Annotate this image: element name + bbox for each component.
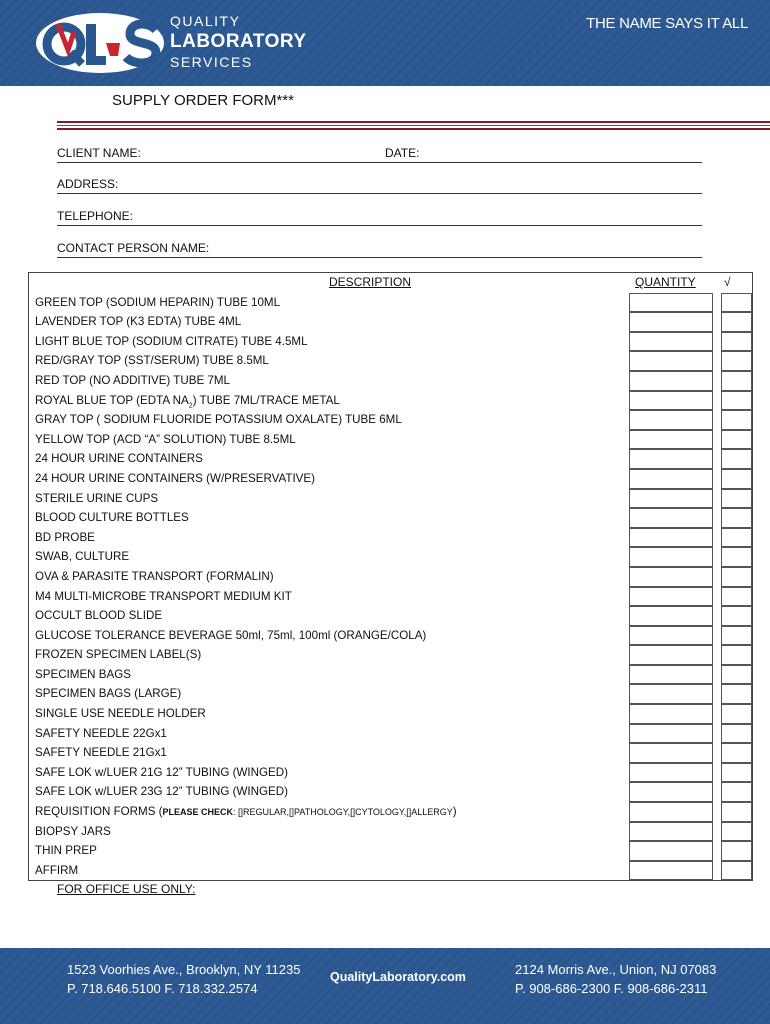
item-label: RED TOP (NO ADDITIVE) TUBE 7ML: [35, 373, 230, 387]
brand-name: [170, 14, 307, 69]
item-description: [35, 746, 167, 759]
check-cell[interactable]: [721, 841, 752, 861]
check-cell[interactable]: [721, 665, 752, 685]
quantity-cell[interactable]: [629, 312, 713, 332]
quantity-cell[interactable]: [629, 391, 713, 411]
table-row: [29, 782, 752, 802]
check-cell[interactable]: [721, 489, 752, 509]
item-label: 24 HOUR URINE CONTAINERS: [35, 452, 203, 466]
table-row: [29, 763, 752, 783]
table-row: [29, 606, 752, 626]
table-row: [29, 469, 752, 489]
divider-line: [57, 121, 770, 123]
check-cell[interactable]: [721, 351, 752, 371]
header-band: [0, 0, 770, 86]
address-label: ADDRESS:: [57, 177, 119, 191]
table-row: [29, 351, 752, 371]
item-label: SAFE LOK w/LUER 23G 12” TUBING (WINGED): [35, 785, 288, 799]
union-street: 2124 Morris Ave., Union, NJ 07083: [515, 962, 717, 977]
item-label: STERILE URINE CUPS: [35, 491, 159, 505]
item-description: [35, 296, 280, 309]
item-label: SINGLE USE NEEDLE HOLDER: [35, 707, 206, 721]
check-cell[interactable]: [721, 430, 752, 450]
check-cell[interactable]: [721, 312, 752, 332]
table-row: [29, 587, 752, 607]
item-description: [35, 354, 269, 367]
item-label: FROZEN SPECIMEN LABEL(S): [35, 648, 202, 662]
brooklyn-address: [67, 960, 300, 998]
item-description: [35, 472, 315, 485]
check-cell[interactable]: [721, 547, 752, 567]
quantity-cell[interactable]: [629, 528, 713, 548]
item-label: BIOPSY JARS: [35, 824, 111, 838]
check-cell[interactable]: [721, 782, 752, 802]
item-label: SWAB, CULTURE: [35, 550, 130, 564]
item-label: AFFIRM: [35, 863, 79, 877]
table-row: [29, 449, 752, 469]
check-cell[interactable]: [721, 371, 752, 391]
quantity-cell[interactable]: [629, 332, 713, 352]
item-description: [35, 590, 292, 603]
item-description: [35, 825, 111, 838]
office-use-label: FOR OFFICE USE ONLY:: [57, 882, 196, 896]
item-label: ROYAL BLUE TOP (EDTA NA: [35, 393, 189, 407]
divider-line: [57, 125, 770, 126]
table-row: [29, 626, 752, 646]
brand-line-services: SERVICES: [170, 54, 253, 70]
item-label: LAVENDER TOP (K3 EDTA) TUBE 4ML: [35, 315, 242, 329]
website-link[interactable]: QualityLaboratory.com: [330, 970, 466, 984]
check-cell[interactable]: [721, 508, 752, 528]
contact-person-label: CONTACT PERSON NAME:: [57, 241, 210, 255]
table-row: [29, 822, 752, 842]
item-description: [35, 844, 97, 857]
table-row: [29, 704, 752, 724]
check-cell[interactable]: [721, 469, 752, 489]
form-title: SUPPLY ORDER FORM***: [112, 92, 294, 109]
item-label: OVA & PARASITE TRANSPORT (FORMALIN): [35, 569, 274, 583]
footer-band: [0, 948, 770, 1024]
table-row: [29, 861, 752, 881]
client-name-field[interactable]: [57, 146, 702, 163]
table-row: [29, 332, 752, 352]
quantity-cell[interactable]: [629, 489, 713, 509]
item-description: [35, 648, 201, 661]
item-label-rest: ) TUBE 7ML/TRACE METAL: [192, 393, 340, 407]
address-field[interactable]: [57, 177, 702, 194]
item-label: 24 HOUR URINE CONTAINERS (W/PRESERVATIVE): [35, 471, 316, 485]
quantity-cell[interactable]: [629, 684, 713, 704]
quantity-header: QUANTITY: [635, 275, 696, 289]
check-cell[interactable]: [721, 587, 752, 607]
item-description: [35, 864, 78, 877]
quantity-cell[interactable]: [629, 587, 713, 607]
table-row: [29, 371, 752, 391]
item-description: [35, 570, 274, 583]
table-row: [29, 567, 752, 587]
check-cell[interactable]: [721, 293, 752, 313]
quantity-cell[interactable]: [629, 841, 713, 861]
item-description: [35, 413, 402, 426]
quantity-cell[interactable]: [629, 665, 713, 685]
check-cell[interactable]: [721, 822, 752, 842]
check-cell[interactable]: [721, 743, 752, 763]
quantity-cell[interactable]: [629, 469, 713, 489]
telephone-label: TELEPHONE:: [57, 209, 134, 223]
description-header: DESCRIPTION: [329, 275, 412, 289]
table-row: [29, 724, 752, 744]
item-label: SPECIMEN BAGS: [35, 667, 131, 681]
item-label: YELLOW TOP (ACD “A” SOLUTION) TUBE 8.5ML: [35, 432, 296, 446]
quantity-cell[interactable]: [629, 430, 713, 450]
item-label: GRAY TOP ( SODIUM FLUORIDE POTASSIUM OXALATE) TUBE 6ML: [35, 413, 402, 427]
date-label: DATE:: [385, 146, 420, 160]
item-description: [35, 609, 162, 622]
quantity-cell[interactable]: [629, 724, 713, 744]
telephone-field[interactable]: [57, 209, 702, 226]
item-label: LIGHT BLUE TOP (SODIUM CITRATE) TUBE 4.5ML: [35, 334, 308, 348]
item-label: THIN PREP: [35, 844, 97, 858]
item-description: [35, 707, 206, 720]
item-description: [35, 315, 241, 328]
item-label: SAFE LOK w/LUER 21G 12” TUBING (WINGED): [35, 765, 288, 779]
quantity-cell[interactable]: [629, 626, 713, 646]
quantity-cell[interactable]: [629, 371, 713, 391]
divider-line: [57, 128, 770, 130]
closing-paren: ): [452, 805, 457, 819]
check-cell[interactable]: [721, 449, 752, 469]
quantity-cell[interactable]: [629, 410, 713, 430]
check-cell[interactable]: [721, 391, 752, 411]
table-row: [29, 508, 752, 528]
table-row: [29, 430, 752, 450]
item-description: [35, 629, 426, 642]
quantity-cell[interactable]: [629, 743, 713, 763]
quantity-cell[interactable]: [629, 351, 713, 371]
brand-line-quality: QUALITY: [170, 13, 241, 29]
item-description: [35, 785, 288, 798]
item-description: [35, 433, 296, 446]
check-header: √: [724, 275, 731, 289]
item-description: [35, 394, 340, 409]
check-cell[interactable]: [721, 567, 752, 587]
slogan: THE NAME SAYS IT ALL: [586, 15, 748, 32]
quantity-cell[interactable]: [629, 293, 713, 313]
item-label: GREEN TOP (SODIUM HEPARIN) TUBE 10ML: [35, 295, 281, 309]
table-row: [29, 841, 752, 861]
brand-line-laboratory: LABORATORY: [170, 31, 307, 52]
quantity-cell[interactable]: [629, 802, 713, 822]
item-label: GLUCOSE TOLERANCE BEVERAGE 50ml, 75ml, 100ml (ORANGE/COLA): [35, 628, 427, 642]
table-row: [29, 547, 752, 567]
table-row: [29, 489, 752, 509]
check-cell[interactable]: [721, 626, 752, 646]
check-cell[interactable]: [721, 606, 752, 626]
table-row: [29, 528, 752, 548]
table-row: [29, 293, 752, 313]
union-address: [515, 960, 716, 998]
table-row: [29, 410, 752, 430]
item-description: [35, 335, 308, 348]
client-name-label: CLIENT NAME:: [57, 146, 141, 160]
item-label: M4 MULTI-MICROBE TRANSPORT MEDIUM KIT: [35, 589, 292, 603]
item-label: SPECIMEN BAGS (LARGE): [35, 687, 182, 701]
table-row: [29, 665, 752, 685]
qls-logo: [34, 10, 166, 81]
item-description: [35, 687, 181, 700]
item-description: [35, 550, 129, 563]
quantity-cell[interactable]: [629, 645, 713, 665]
item-description: [35, 668, 131, 681]
table-header-row: [29, 273, 752, 293]
supply-table: [28, 272, 753, 881]
table-row: [29, 645, 752, 665]
check-cell[interactable]: [721, 802, 752, 822]
item-label: BLOOD CULTURE BOTTLES: [35, 511, 189, 525]
check-cell[interactable]: [721, 724, 752, 744]
please-check-label: PLEASE CHECK: [162, 807, 234, 818]
table-row: [29, 391, 752, 411]
item-label: SAFETY NEEDLE 21Gx1: [35, 746, 167, 760]
table-row: [29, 802, 752, 822]
item-description: [35, 531, 95, 544]
brooklyn-phone: P. 718.646.5100 F. 718.332.2574: [67, 981, 258, 996]
quantity-cell[interactable]: [629, 547, 713, 567]
quantity-cell[interactable]: [629, 606, 713, 626]
check-cell[interactable]: [721, 704, 752, 724]
check-cell[interactable]: [721, 332, 752, 352]
item-label: REQUISITION FORMS (: [35, 805, 163, 819]
brooklyn-street: 1523 Voorhies Ave., Brooklyn, NY 11235: [67, 962, 301, 977]
quantity-cell[interactable]: [629, 508, 713, 528]
item-label: RED/GRAY TOP (SST/SERUM) TUBE 8.5ML: [35, 354, 269, 368]
item-description: [35, 511, 189, 524]
check-cell[interactable]: [721, 684, 752, 704]
union-phone: P. 908-686-2300 F. 908-686-2311: [515, 981, 708, 996]
table-row: [29, 312, 752, 332]
check-cell[interactable]: [721, 861, 752, 881]
subscript-text: 2: [188, 401, 193, 409]
item-description: [35, 374, 230, 387]
check-cell[interactable]: [721, 645, 752, 665]
item-label: OCCULT BLOOD SLIDE: [35, 609, 163, 623]
item-description: [35, 452, 203, 465]
item-description: [35, 805, 457, 818]
check-cell[interactable]: [721, 410, 752, 430]
item-description: [35, 492, 158, 505]
quantity-cell[interactable]: [629, 822, 713, 842]
quantity-cell[interactable]: [629, 704, 713, 724]
table-row: [29, 684, 752, 704]
quantity-cell[interactable]: [629, 861, 713, 881]
contact-person-field[interactable]: [57, 241, 702, 258]
check-cell[interactable]: [721, 763, 752, 783]
quantity-cell[interactable]: [629, 763, 713, 783]
check-cell[interactable]: [721, 528, 752, 548]
item-description: [35, 727, 167, 740]
quantity-cell[interactable]: [629, 567, 713, 587]
item-label: SAFETY NEEDLE 22Gx1: [35, 726, 167, 740]
quantity-cell[interactable]: [629, 782, 713, 802]
item-label: BD PROBE: [35, 530, 95, 544]
requisition-options: : []REGULAR,[]PATHOLOGY,[]CYTOLOGY,[]ALLERGY: [233, 807, 453, 818]
quantity-cell[interactable]: [629, 449, 713, 469]
item-description: [35, 766, 288, 779]
table-row: [29, 743, 752, 763]
